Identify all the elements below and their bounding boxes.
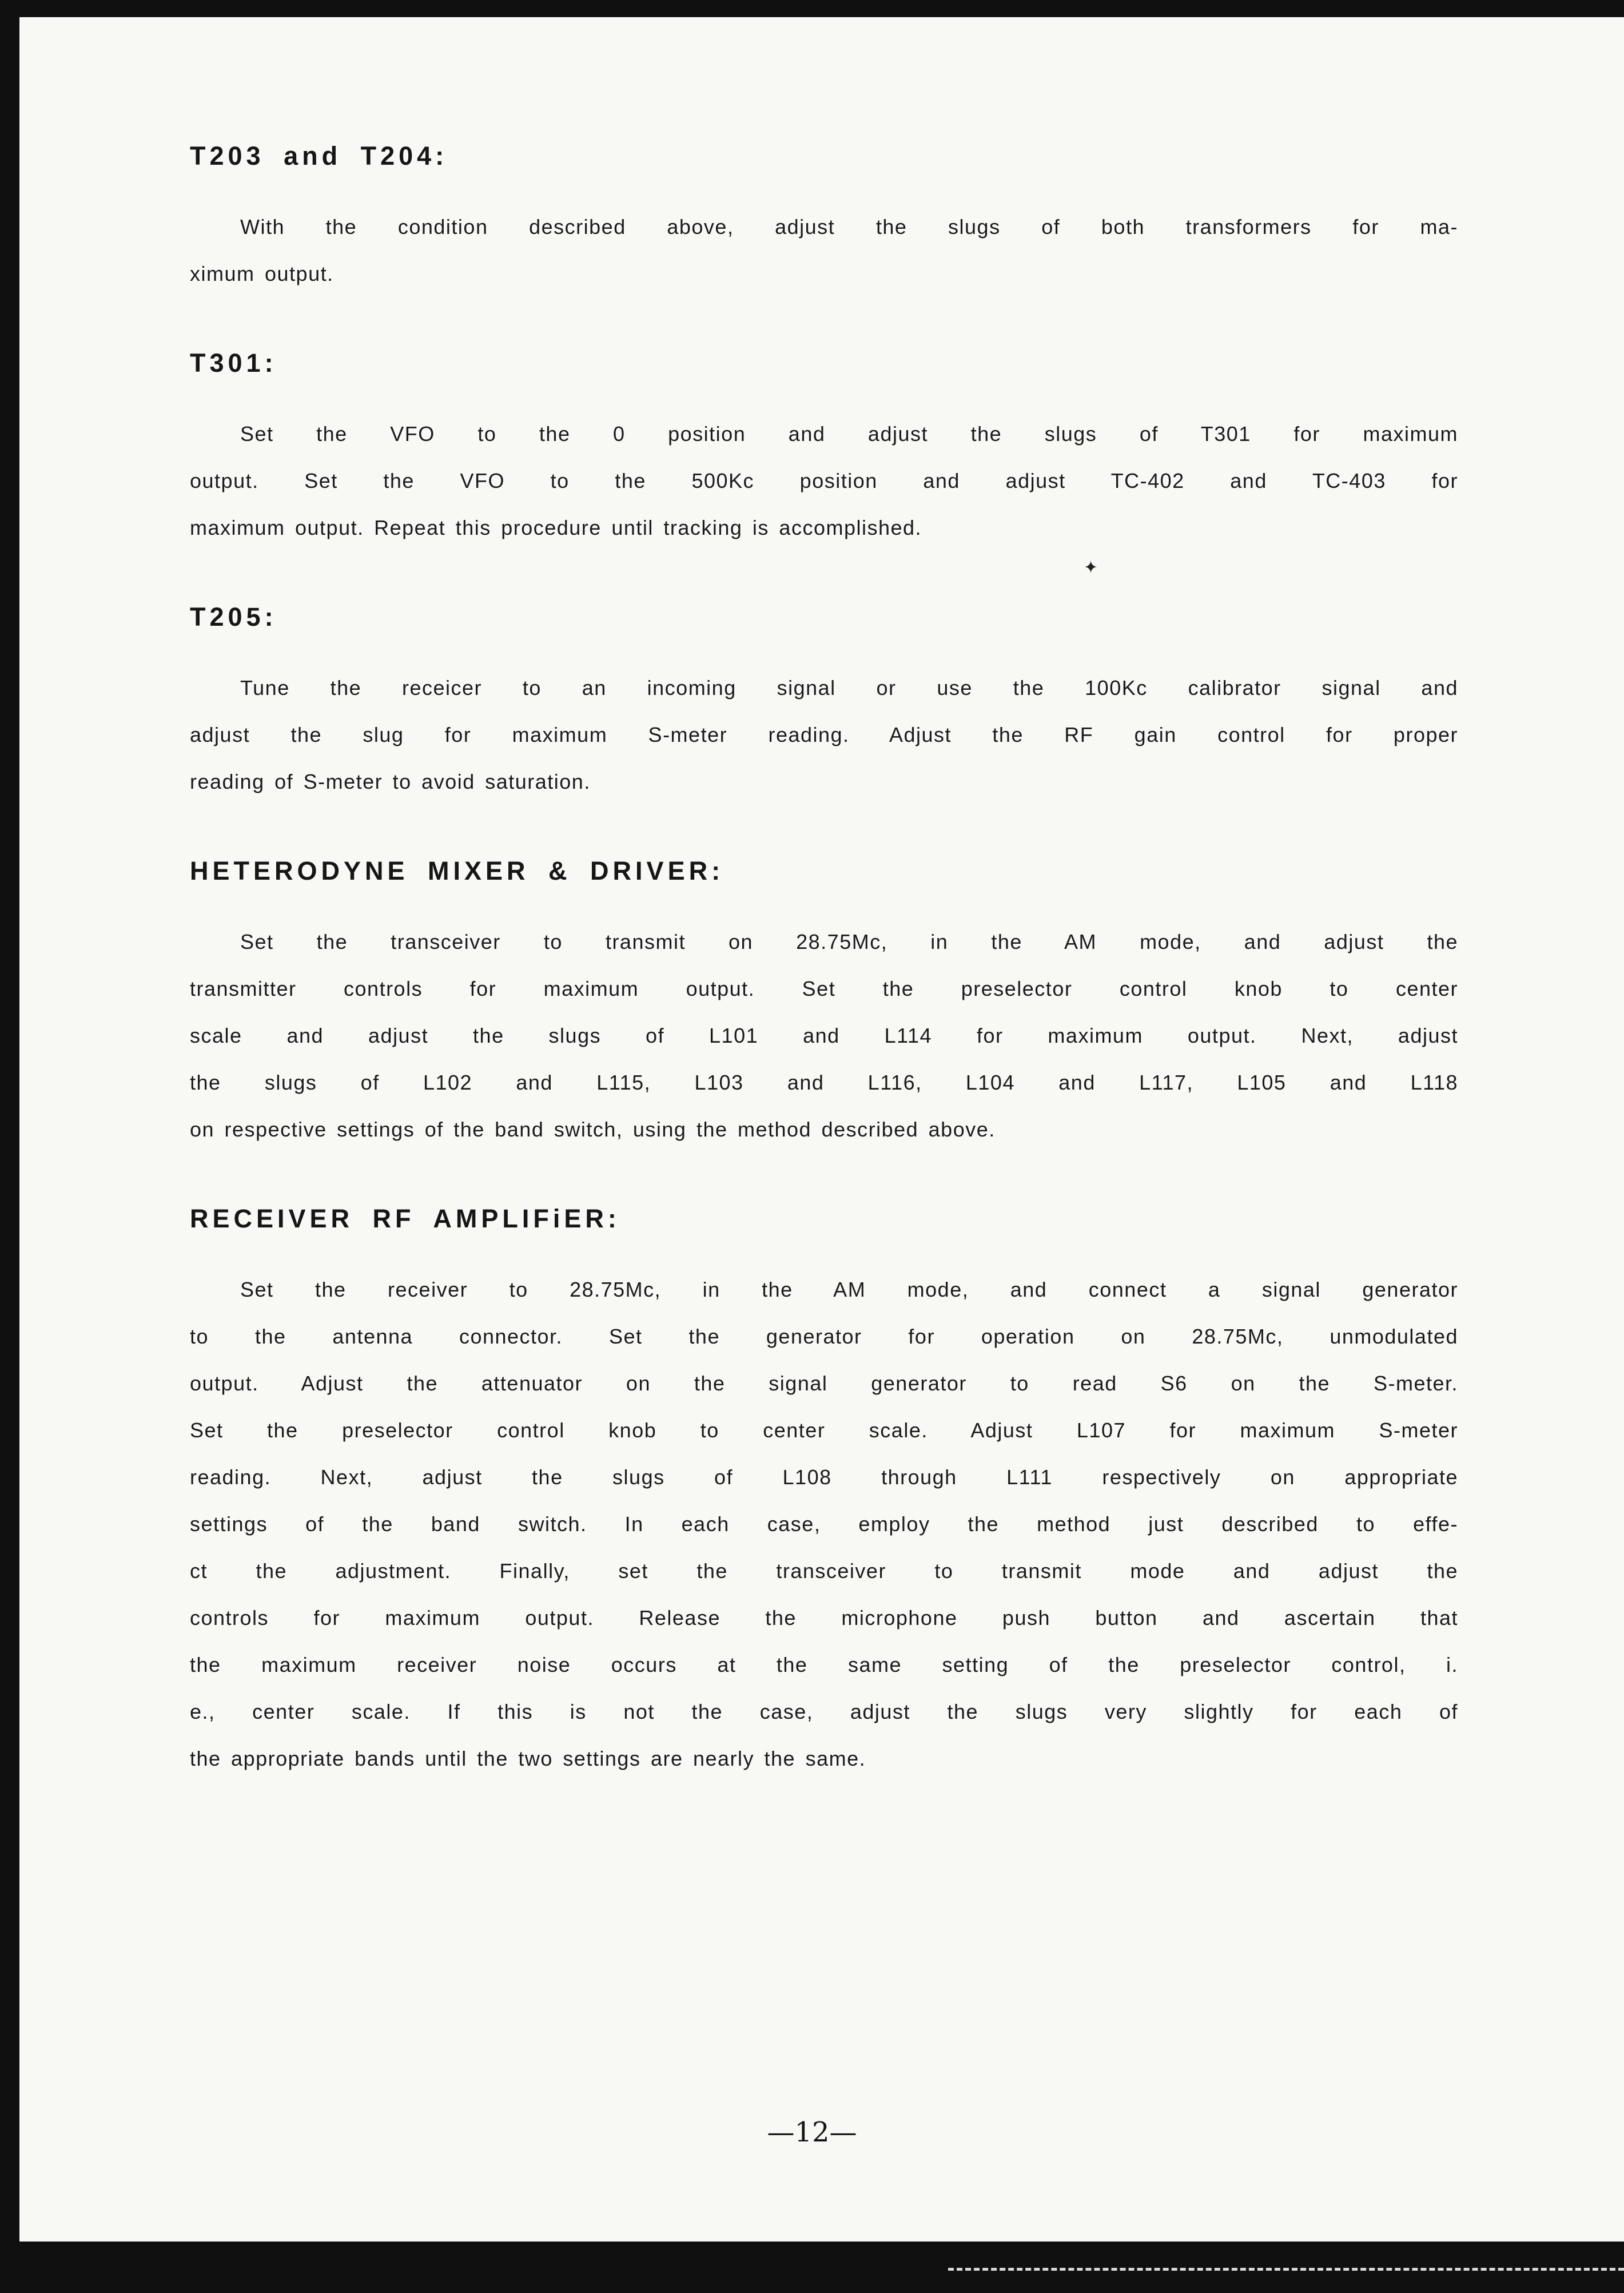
section-body: Set the receiver to 28.75Mc, in the AM mode, and connect a signal generator to the antenna connector. Set the generator for operation on 28.75Mc, unmodulated output. Adjust the attenuator on the signal generator to read S6 on the S-meter. Set the preselector control knob to center scale. Adjust L107 for maximum S-meter reading. Next, adjust the slugs of L108 through L111 respectively on appropriate settings of the band switch. In each case, employ the method just described to effe- ct the adjustment. Finally, set the transceiver to transmit mode and adjust the controls for maximum output. Release the microphone push button and ascertain that the maximum receiver noise occurs at the same setting of the preselector control, i. e., center scale. If this is not the case, adjust the slugs very slightly for each of the appropriate bands until the two settings are nearly the same. [190,1278,1458,1770]
scan-dashed-line [948,2268,1624,2271]
section-t203-t204 [190,141,1458,297]
section-body: Set the VFO to the 0 position and adjust the slugs of T301 for maximum output. Set the VFO to the 500Kc position and adjust TC-402 and TC-403 for maximum output. Repeat this procedure until tracking is accomplished. [190,422,1458,539]
scan-edge-top [0,0,1624,17]
section-heading: T301: [190,348,277,377]
scan-edge-left [0,0,19,2293]
page-number: —12— [767,2116,857,2148]
section-body: Tune the receicer to an incoming signal or use the 100Kc calibrator signal and adjust the slug for maximum S-meter reading. Adjust the RF gain control for proper reading of S-meter to avoid saturation. [190,676,1458,793]
section-heterodyne-mixer-driver [190,856,1458,1153]
section-t301 [190,348,1458,551]
section-heading: T205: [190,602,277,631]
scan-edge-bottom [0,2242,1624,2293]
section-body: With the condition described above, adjust the slugs of both transformers for ma- ximum output. [190,215,1458,285]
document-content [190,141,1458,1833]
section-heading: RECEIVER RF AMPLIFiER: [190,1204,620,1233]
section-body: Set the transceiver to transmit on 28.75Mc, in the AM mode, and adjust the transmitter controls for maximum output. Set the preselector control knob to center scale and adjust the slugs of L101 and L114 for maximum output. Next, adjust the slugs of L102 and L115, L103 and L116, L104 and L117, L105 and L118 on respective settings of the band switch, using the method described above. [190,930,1458,1141]
section-receiver-rf-amplifier [190,1203,1458,1782]
section-heading: T203 and T204: [190,141,448,170]
section-t205 [190,602,1458,805]
scan-speck: ✦ [1084,558,1098,577]
section-heading: HETERODYNE MIXER & DRIVER: [190,856,725,885]
